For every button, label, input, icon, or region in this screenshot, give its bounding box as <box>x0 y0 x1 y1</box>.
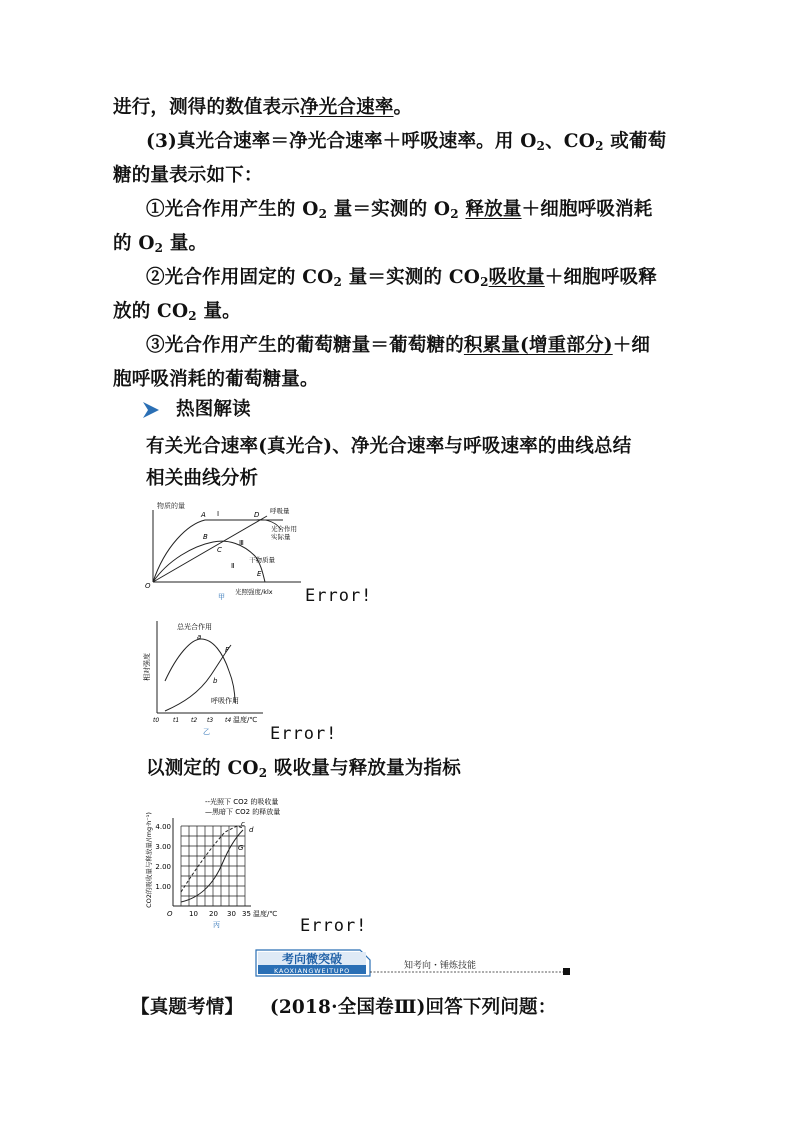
svg-text:甲: 甲 <box>218 593 225 601</box>
figure-jia <box>143 496 305 602</box>
banner-right-text: 知考向・锤炼技能 <box>404 961 477 971</box>
svg-text:30: 30 <box>227 910 236 918</box>
svg-text:10: 10 <box>189 910 198 918</box>
svg-text:光合作用: 光合作用 <box>271 525 297 533</box>
svg-text:--光照下 CO2 的吸收量: --光照下 CO2 的吸收量 <box>205 798 279 806</box>
svg-text:G: G <box>238 844 244 852</box>
question-source: (2018·全国卷Ⅲ)回答下列问题： <box>269 997 557 1018</box>
svg-text:O: O <box>167 910 173 918</box>
arrow-bullet-icon <box>141 400 161 420</box>
svg-text:d: d <box>249 826 254 834</box>
svg-text:3.00: 3.00 <box>155 843 171 851</box>
figure-bing <box>143 790 300 930</box>
svg-text:Ⅱ: Ⅱ <box>231 562 235 570</box>
svg-text:—黑暗下 CO2 的释放量: —黑暗下 CO2 的释放量 <box>205 808 281 816</box>
banner-title: 考向微突破 <box>281 952 343 966</box>
svg-text:相对强度: 相对强度 <box>143 653 151 681</box>
svg-text:t2: t2 <box>191 717 198 724</box>
svg-text:C: C <box>217 546 222 554</box>
item-1: ①光合作用产生的 $O_2$ 量＝实测的 $O_2$ 释放量＋细胞呼吸消耗 <box>146 199 653 221</box>
svg-text:B: B <box>203 533 208 541</box>
text-line-1: 进行，测得的数值表示净光合速率。 <box>113 97 413 118</box>
svg-text:D: D <box>254 511 260 519</box>
summary-line: 有关光合速率(真光合)、净光合速率与呼吸速率的曲线总结 <box>146 436 632 457</box>
svg-text:温度/℃: 温度/℃ <box>233 716 258 724</box>
text-line-3: 糖的量表示如下： <box>113 165 263 186</box>
svg-text:F: F <box>225 646 230 654</box>
svg-text:光照强度/klx: 光照强度/klx <box>235 588 273 596</box>
fig1-ylabel: 物质的量 <box>157 502 185 510</box>
svg-text:t4: t4 <box>225 717 232 724</box>
svg-text:温度/℃: 温度/℃ <box>253 910 278 918</box>
svg-text:1.00: 1.00 <box>155 883 171 891</box>
svg-text:35: 35 <box>242 910 251 918</box>
section-title: 热图解读 <box>176 399 251 420</box>
svg-text:O: O <box>145 582 151 590</box>
indicator-line: 以测定的 $CO_2$ 吸收量与释放量为指标 <box>146 758 461 780</box>
svg-text:t3: t3 <box>207 717 214 724</box>
svg-text:2.00: 2.00 <box>155 863 171 871</box>
error-text-1: Error! <box>305 586 373 606</box>
item-2: ②光合作用固定的 $CO_2$ 量＝实测的 $CO_2$吸收量＋细胞呼吸释 <box>146 267 657 289</box>
svg-text:t1: t1 <box>173 717 180 724</box>
svg-text:丙: 丙 <box>213 921 220 929</box>
svg-text:总光合作用: 总光合作用 <box>177 623 212 631</box>
svg-text:4.00: 4.00 <box>155 823 171 831</box>
svg-text:Ⅰ: Ⅰ <box>217 510 220 518</box>
item-3: ③光合作用产生的葡萄糖量＝葡萄糖的积累量(增重部分)＋细 <box>146 335 651 356</box>
banner-pinyin: KAOXIANGWEITUPO <box>273 967 351 975</box>
svg-text:呼吸作用: 呼吸作用 <box>211 697 239 705</box>
item-1-cont: 的 $O_2$ 量。 <box>113 233 208 255</box>
item-2-cont: 放的 $CO_2$ 量。 <box>113 301 241 323</box>
error-text-2: Error! <box>270 724 338 744</box>
figure-yi <box>143 615 270 740</box>
svg-text:实际量: 实际量 <box>271 533 291 541</box>
svg-text:CO2的吸收量与释放量/(mg·h⁻¹): CO2的吸收量与释放量/(mg·h⁻¹) <box>145 812 153 908</box>
svg-text:A: A <box>201 511 206 519</box>
svg-text:c: c <box>241 820 245 828</box>
analysis-line: 相关曲线分析 <box>146 468 259 489</box>
svg-text:Ⅲ: Ⅲ <box>239 539 244 547</box>
item-3-cont: 胞呼吸消耗的葡萄糖量。 <box>113 369 319 390</box>
text-line-2: (3)真光合速率＝净光合速率＋呼吸速率。用 $O_2$、$CO_2$ 或葡萄 <box>146 131 667 153</box>
svg-text:呼吸量: 呼吸量 <box>270 507 290 515</box>
svg-text:t0: t0 <box>153 717 160 724</box>
svg-text:20: 20 <box>209 910 218 918</box>
question-line <box>131 996 556 1020</box>
section-banner <box>252 946 572 980</box>
svg-text:E: E <box>257 570 262 578</box>
svg-text:乙: 乙 <box>203 728 210 736</box>
svg-text:a: a <box>197 633 202 641</box>
svg-text:b: b <box>213 677 218 685</box>
error-text-3: Error! <box>300 916 368 936</box>
question-tag: 【真题考情】 <box>131 997 244 1018</box>
underlined-term: 净光合速率 <box>300 97 394 118</box>
svg-text:干物质量: 干物质量 <box>249 556 275 564</box>
